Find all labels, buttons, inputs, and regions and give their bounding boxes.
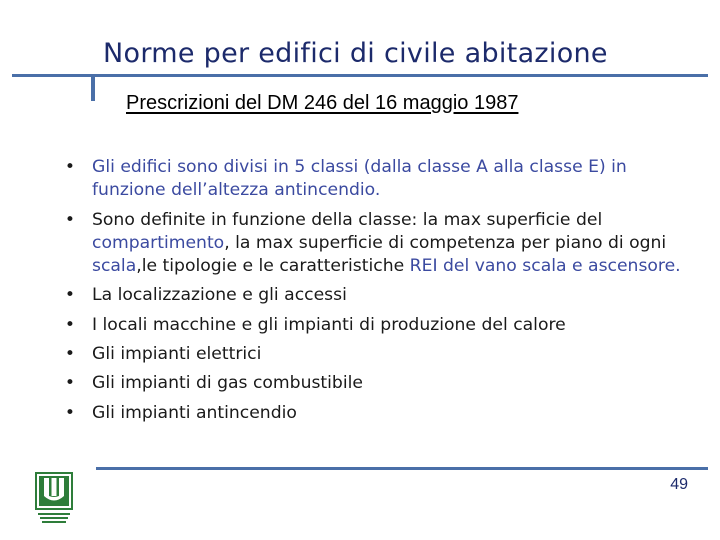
title-rule bbox=[12, 74, 708, 77]
bullet-text-highlight: scala bbox=[92, 256, 137, 277]
bullet-item bbox=[60, 156, 700, 203]
bullet-glyph: • bbox=[64, 344, 76, 365]
bullet-item bbox=[60, 284, 700, 307]
bullet-item bbox=[60, 402, 700, 425]
bullet-glyph: • bbox=[64, 373, 76, 394]
bullet-text: La localizzazione e gli accessi bbox=[92, 285, 347, 306]
title-rule-tick bbox=[91, 77, 95, 101]
bullet-item bbox=[60, 372, 700, 395]
bullet-text: Gli impianti elettrici bbox=[92, 344, 262, 365]
bullet-item bbox=[60, 343, 700, 366]
bullet-glyph: • bbox=[64, 157, 76, 177]
bullet-list bbox=[60, 156, 700, 431]
university-logo-icon bbox=[34, 471, 74, 527]
bullet-text: I locali macchine e gli impianti di produzione del calore bbox=[92, 314, 566, 335]
bullet-text: Sono definite in funzione della classe: la max superficie del bbox=[92, 209, 603, 230]
footer-rule bbox=[96, 467, 708, 470]
bullet-glyph: • bbox=[64, 285, 76, 306]
bullet-glyph: • bbox=[64, 209, 76, 230]
bullet-text: Gli impianti di gas combustibile bbox=[92, 373, 363, 394]
bullet-text-highlight: Gli edifici sono divisi in 5 classi (dalla classe A alla classe E) in funzione dell’altezza antincendio. bbox=[92, 157, 627, 201]
slide-subtitle: Prescrizioni del DM 246 del 16 maggio 1987 bbox=[126, 92, 519, 114]
bullet-glyph: • bbox=[64, 402, 76, 423]
bullet-text-highlight: compartimento bbox=[92, 232, 225, 253]
page-number: 49 bbox=[670, 476, 688, 493]
bullet-item bbox=[60, 314, 700, 337]
slide-title: Norme per edifici di civile abitazione bbox=[103, 38, 608, 69]
bullet-text-highlight: REI del vano scala e ascensore. bbox=[409, 256, 681, 277]
bullet-text: Gli impianti antincendio bbox=[92, 402, 297, 423]
bullet-text: , la max superficie di competenza per piano di ogni bbox=[224, 232, 667, 253]
bullet-item bbox=[60, 209, 700, 279]
bullet-glyph: • bbox=[64, 314, 76, 335]
bullet-text: ,le tipologie e le caratteristiche bbox=[136, 256, 410, 277]
